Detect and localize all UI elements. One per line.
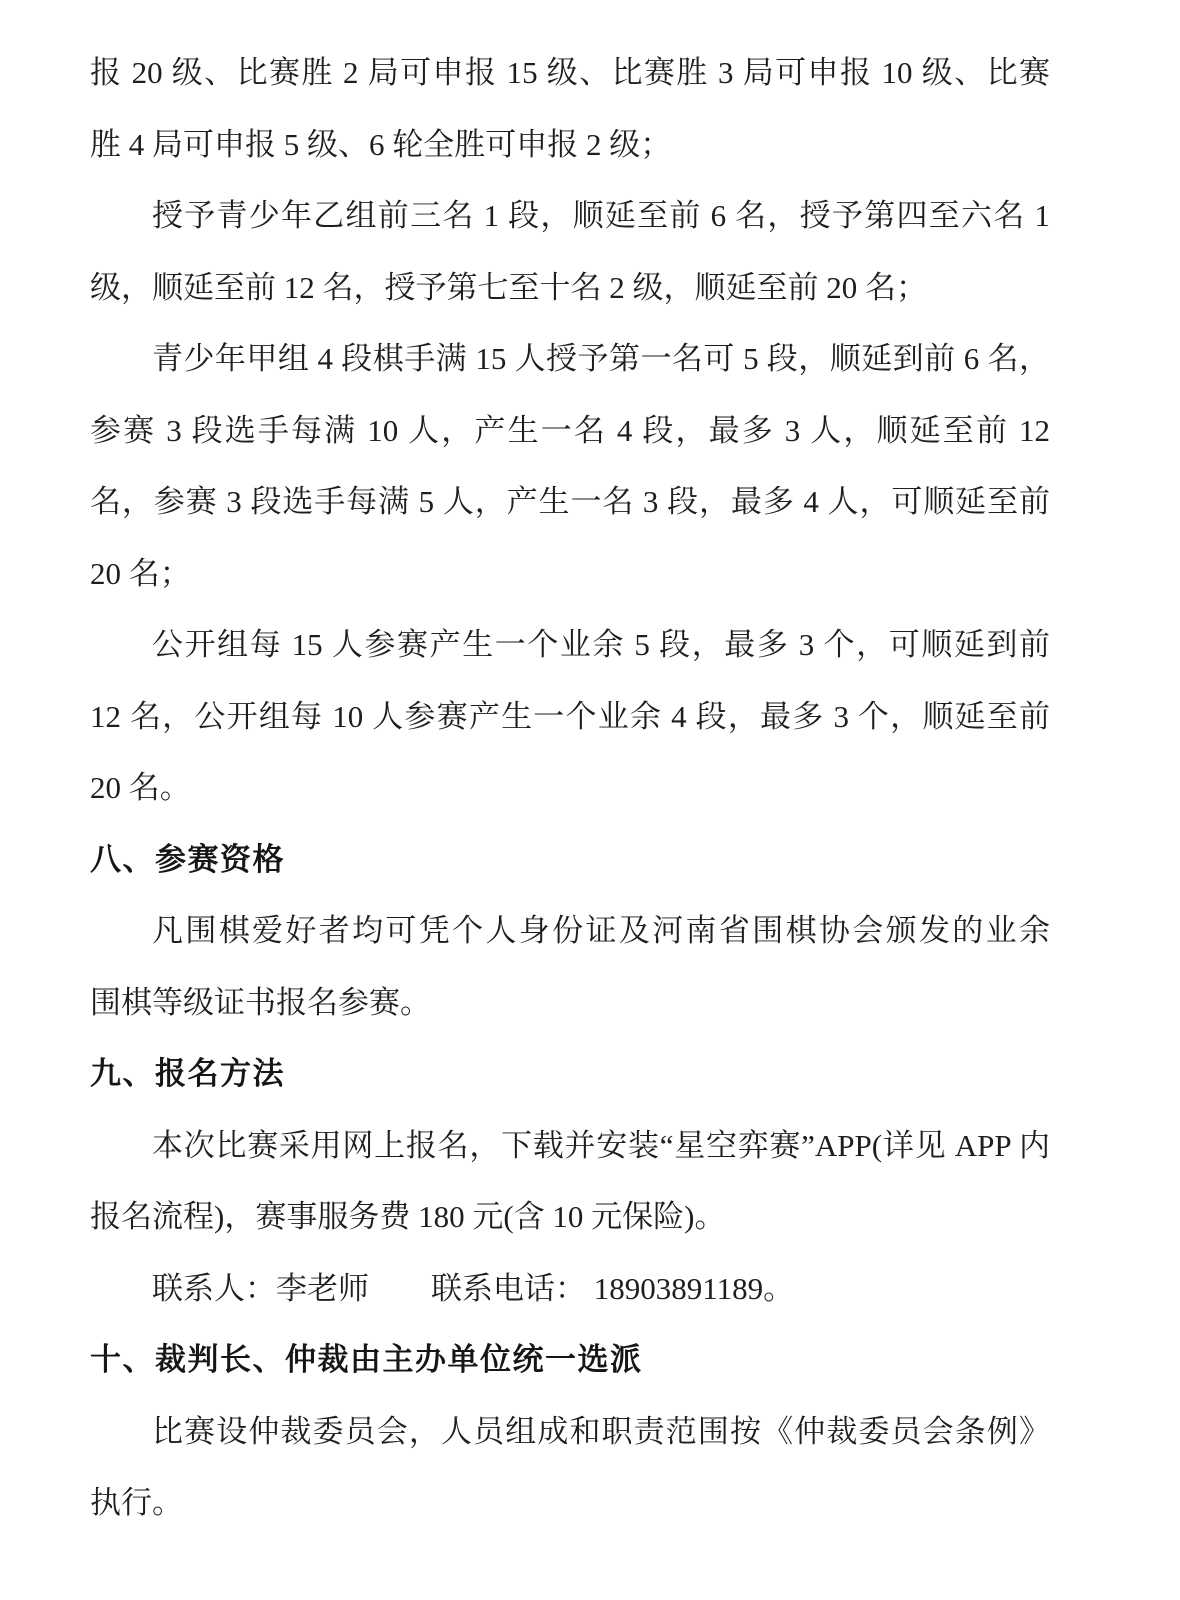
paragraph-line: 报 20 级、比赛胜 2 局可申报 15 级、比赛胜 3 局可申报 10 级、比赛 — [90, 55, 1050, 90]
paragraph-line: 12 名，公开组每 10 人参赛产生一个业余 4 段，最多 3 个，顺延至前 — [90, 698, 1050, 734]
paragraph-line: 20 名。 — [90, 770, 191, 805]
paragraph-line: 本次比赛采用网上报名，下载并安装“星空弈赛”APP(详见 APP 内 — [152, 1127, 1050, 1163]
paragraph-line: 公开组每 15 人参赛产生一个业余 5 段，最多 3 个，可顺延到前 — [152, 627, 1050, 662]
paragraph-line: 胜 4 局可申报 5 级、6 轮全胜可申报 2 级； — [90, 126, 672, 162]
paragraph-line: 参赛 3 段选手每满 10 人，产生一名 4 段，最多 3 人，顺延至前 12 — [90, 412, 1050, 448]
paragraph-line: 级，顺延至前 12 名，授予第七至十名 2 级，顺延至前 20 名； — [90, 269, 927, 305]
paragraph-line: 比赛设仲裁委员会，人员组成和职责范围按《仲裁委员会条例》 — [152, 1413, 1050, 1449]
paragraph-line: 执行。 — [90, 1485, 183, 1520]
paragraph-line: 20 名； — [90, 555, 191, 591]
section-heading-9: 九、报名方法 — [90, 1056, 285, 1091]
contact-line: 联系人：李老师 联系电话： 18903891189。 — [152, 1270, 795, 1306]
section-heading-8: 八、参赛资格 — [90, 841, 285, 877]
document-content — [90, 37, 1050, 1539]
section-heading-10: 十、裁判长、仲裁由主办单位统一选派 — [90, 1342, 643, 1377]
paragraph-line: 名，参赛 3 段选手每满 5 人，产生一名 3 段，最多 4 人，可顺延至前 — [90, 484, 1050, 519]
paragraph-line: 凡围棋爱好者均可凭个人身份证及河南省围棋协会颁发的业余 — [152, 913, 1050, 948]
paragraph-line: 青少年甲组 4 段棋手满 15 人授予第一名可 5 段，顺延到前 6 名， — [152, 341, 1050, 376]
paragraph-line: 授予青少年乙组前三名 1 段，顺延至前 6 名，授予第四至六名 1 — [152, 198, 1050, 233]
paragraph-line: 围棋等级证书报名参赛。 — [90, 984, 431, 1020]
paragraph-line: 报名流程)，赛事服务费 180 元(含 10 元保险)。 — [90, 1199, 726, 1234]
